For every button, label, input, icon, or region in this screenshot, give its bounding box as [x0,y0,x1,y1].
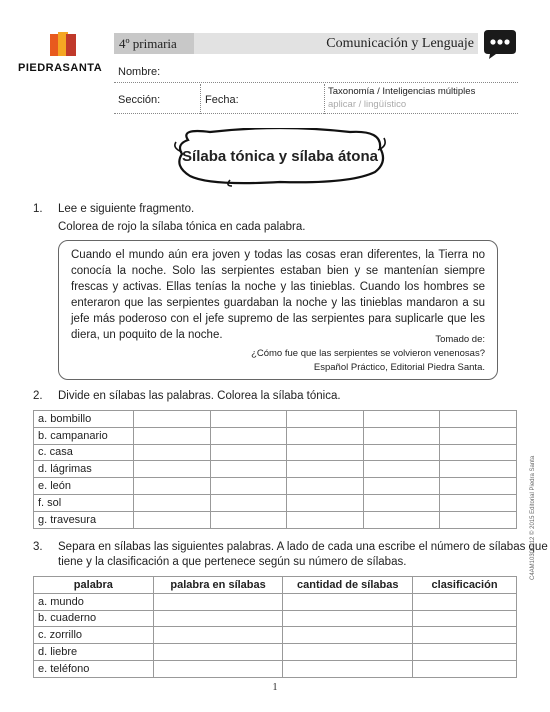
word-cell: b. cuaderno [34,610,154,627]
word-cell: a. bombillo [34,411,134,428]
section-label: Sección: [118,94,161,106]
copyright-side-text: C4AM10301012 © 2015 Editorial Piedra Santa [530,455,536,580]
word-cell: c. zorrillo [34,627,154,644]
syllable-cell[interactable] [134,427,211,444]
reading-passage-box [58,240,498,380]
q3-text-1: Separa en sílabas las siguientes palabras. A lado de cada una escribe el número de sílabas que [58,541,548,553]
table-header-row [34,577,517,594]
divider [200,84,201,114]
syllable-cell[interactable] [210,444,287,461]
table-row [34,444,517,461]
table-row [34,644,517,661]
syllable-cell[interactable] [134,478,211,495]
divider [324,84,325,114]
taxonomy-value: aplicar / lingüístico [328,99,407,110]
syllable-cell[interactable] [287,478,364,495]
page-title: Sílaba tónica y sílaba átona [182,148,378,165]
syllable-cell[interactable] [210,461,287,478]
syllable-cell[interactable] [287,444,364,461]
answer-cell[interactable] [283,660,413,677]
answer-cell[interactable] [413,660,517,677]
answer-cell[interactable] [283,644,413,661]
syllable-cell[interactable] [210,427,287,444]
syllable-cell[interactable] [440,444,517,461]
syllable-cell[interactable] [287,511,364,528]
answer-cell[interactable] [153,660,283,677]
answer-cell[interactable] [413,610,517,627]
word-cell: e. león [34,478,134,495]
syllable-cell[interactable] [210,478,287,495]
syllable-cell[interactable] [440,511,517,528]
syllable-cell[interactable] [440,427,517,444]
logo-icon [50,30,76,58]
table-row [34,411,517,428]
word-cell: e. teléfono [34,660,154,677]
word-cell: g. travesura [34,511,134,528]
syllable-cell[interactable] [134,461,211,478]
source-line-2: ¿Cómo fue que las serpientes se volvieron venenosas? [251,348,485,359]
syllable-cell[interactable] [134,511,211,528]
word-cell: b. campanario [34,427,134,444]
syllable-cell[interactable] [287,461,364,478]
answer-cell[interactable] [153,627,283,644]
syllable-cell[interactable] [363,411,440,428]
answer-cell[interactable] [153,644,283,661]
syllable-cell[interactable] [363,511,440,528]
brand-name: PIEDRASANTA [18,62,103,74]
syllable-cell[interactable] [363,461,440,478]
table-row [34,610,517,627]
q2-number: 2. [33,390,43,402]
title-banner [170,128,390,188]
table-row [34,660,517,677]
answer-cell[interactable] [283,593,413,610]
header-bar [114,33,478,54]
syllable-cell[interactable] [363,444,440,461]
section-line [114,113,518,114]
chat-bubble-icon [482,27,518,61]
syllable-cell[interactable] [210,511,287,528]
syllable-cell[interactable] [134,444,211,461]
table-row [34,511,517,528]
syllable-cell[interactable] [440,411,517,428]
taxonomy-label: Taxonomía / Inteligencias múltiples [328,86,476,97]
q3-text-2: tiene y la clasificación a que pertenece según su número de sílabas. [58,556,407,568]
column-header: clasificación [413,577,517,594]
answer-cell[interactable] [413,627,517,644]
grade-label: 4º primaria [114,33,194,54]
source-line-3: Español Práctico, Editorial Piedra Santa. [313,362,485,373]
page-number: 1 [272,682,278,693]
table-row [34,494,517,511]
reading-passage: Cuando el mundo aún era joven y todas las cosas eran diferentes, la Tierra no conocía la noche. Solo las serpientes estaban bien y se mantenían siempre frescas y activas. Ellas tenías la noche y las tinieblas. Cuando los hombres se enteraron que las serpientes guardaban la noche y las tinieblas mandaron a su jefe más poderoso con el jefe supremo de las serpientes para suplicarle que les diera, un poquito de la noche. [71,249,485,341]
table-row [34,427,517,444]
name-line[interactable] [114,82,518,83]
syllable-cell[interactable] [440,494,517,511]
syllable-cell[interactable] [363,478,440,495]
syllable-cell[interactable] [287,427,364,444]
column-header: cantidad de sílabas [283,577,413,594]
syllable-cell[interactable] [440,461,517,478]
answer-cell[interactable] [283,627,413,644]
column-header: palabra [34,577,154,594]
word-cell: d. liebre [34,644,154,661]
classification-table [33,576,517,678]
source-line-1: Tomado de: [435,334,485,345]
syllable-cell[interactable] [363,494,440,511]
word-cell: c. casa [34,444,134,461]
table-row [34,461,517,478]
answer-cell[interactable] [153,610,283,627]
subject-label: Comunicación y Lenguaje [326,36,474,51]
syllable-cell[interactable] [134,494,211,511]
q1-instruction: Colorea de rojo la sílaba tónica en cada palabra. [58,221,306,233]
syllable-cell[interactable] [134,411,211,428]
word-cell: d. lágrimas [34,461,134,478]
word-cell: f. sol [34,494,134,511]
syllable-cell[interactable] [287,411,364,428]
word-cell: a. mundo [34,593,154,610]
syllable-cell[interactable] [210,494,287,511]
table-row [34,627,517,644]
name-label: Nombre: [118,66,161,78]
answer-cell[interactable] [413,644,517,661]
q3-number: 3. [33,541,43,553]
answer-cell[interactable] [283,610,413,627]
q2-text: Divide en sílabas las palabras. Colorea la sílaba tónica. [58,390,341,402]
table-row [34,593,517,610]
syllable-cell[interactable] [287,494,364,511]
answer-cell[interactable] [153,593,283,610]
syllable-cell[interactable] [440,478,517,495]
syllable-table [33,410,517,529]
q1-number: 1. [33,203,43,215]
column-header: palabra en sílabas [153,577,283,594]
q1-text: Lee e siguiente fragmento. [58,203,195,215]
brand-logo [18,30,108,74]
syllable-cell[interactable] [363,427,440,444]
syllable-cell[interactable] [210,411,287,428]
date-label: Fecha: [205,94,239,106]
table-row [34,478,517,495]
answer-cell[interactable] [413,593,517,610]
